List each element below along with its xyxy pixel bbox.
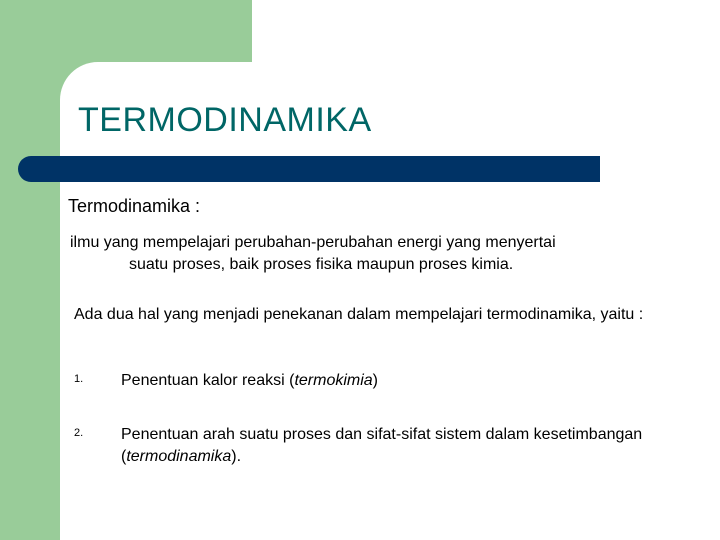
list-text-italic: termokimia	[294, 372, 373, 389]
list-number: 2.	[74, 427, 84, 439]
definition-line-1: ilmu yang mempelajari perubahan-perubahan energi yang menyertai	[70, 234, 556, 251]
subheading: Termodinamika :	[68, 196, 201, 216]
list-text-end: ).	[231, 448, 242, 465]
list-text-italic: termodinamika	[126, 448, 232, 465]
list-text-start: Penentuan arah suatu proses dan sifat-sifat sistem dalam kesetimbangan (	[121, 426, 643, 465]
definition-text	[70, 232, 690, 276]
list-text	[121, 424, 681, 468]
list-text-end: )	[372, 372, 378, 389]
list-text	[121, 370, 681, 392]
list-number: 1.	[74, 373, 84, 385]
title-underline-bar	[18, 156, 600, 182]
list-text-start: Penentuan kalor reaksi (	[121, 372, 295, 389]
definition-line-2: suatu proses, baik proses fisika maupun proses kimia.	[129, 256, 514, 273]
slide-title: TERMODINAMIKA	[78, 101, 372, 139]
emphasis-text: Ada dua hal yang menjadi penekanan dalam mempelajari termodinamika, yaitu :	[74, 306, 644, 323]
